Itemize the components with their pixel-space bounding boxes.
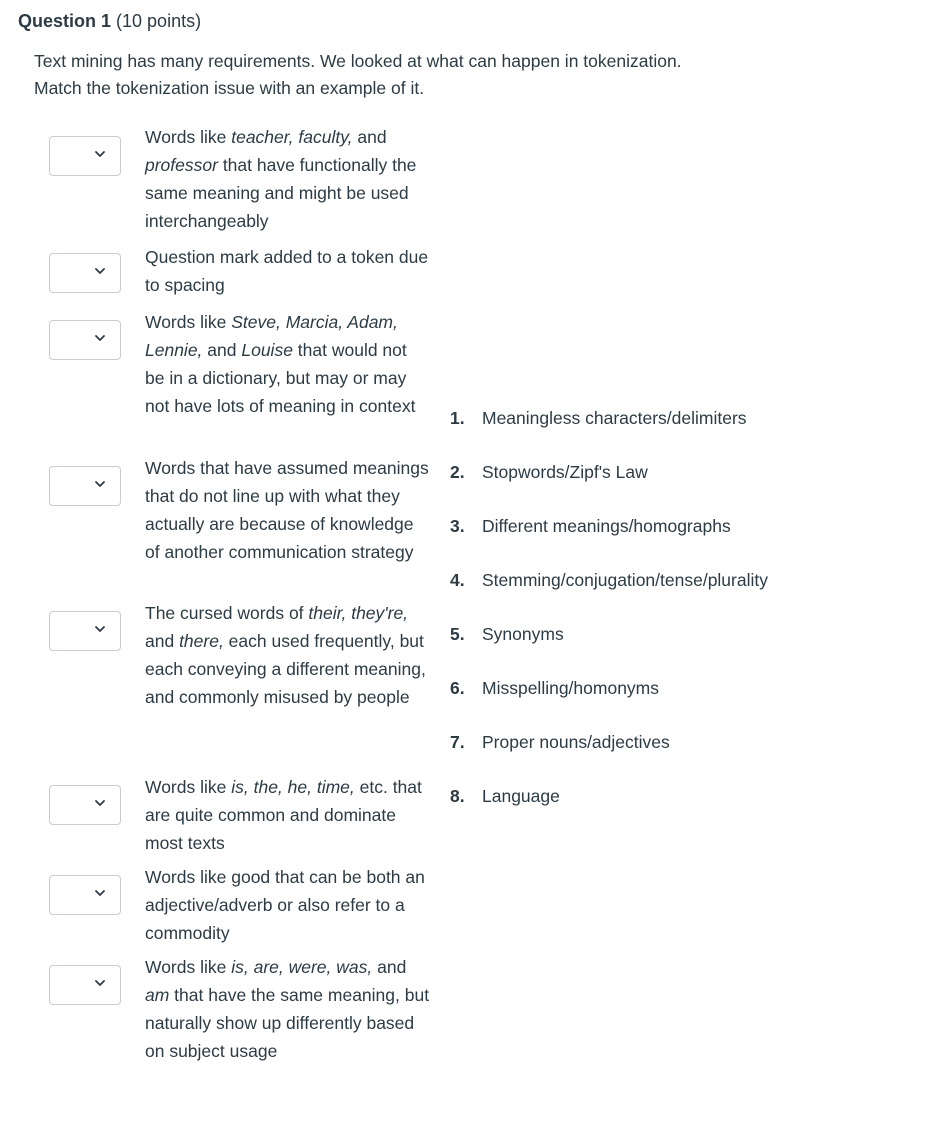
prompt-text: and [145, 631, 180, 651]
prompt-text: that have the same meaning, but naturally show up differently based on subject usage [145, 985, 430, 1061]
match-select-6[interactable] [49, 785, 121, 825]
chevron-down-icon [94, 478, 106, 490]
answer-item: 1. Meaningless characters/delimiters [450, 408, 747, 428]
answer-item: 3. Different meanings/homographs [450, 516, 731, 536]
match-prompt-2 [145, 243, 430, 299]
answer-item: 4. Stemming/conjugation/tense/plurality [450, 570, 768, 590]
chevron-down-icon [94, 797, 106, 809]
prompt-text: and [372, 957, 407, 977]
prompt-text: Words like [145, 127, 232, 147]
prompt-text: etc. that are quite common and dominate most texts [145, 777, 422, 853]
question-text-line: Text mining has many requirements. We looked at what can happen in tokenization. [34, 51, 682, 71]
question-title: Question 1 [18, 11, 112, 31]
chevron-down-icon [94, 148, 106, 160]
answer-item: 8. Language [450, 786, 560, 806]
prompt-italic-text: their, they're, [308, 603, 409, 623]
prompt-text: that have functionally the same meaning and might be used interchangeably [145, 155, 417, 231]
match-prompt-8 [145, 953, 430, 1065]
prompt-italic-text: there, [179, 631, 224, 651]
prompt-text: Words like [145, 777, 232, 797]
chevron-down-icon [94, 265, 106, 277]
prompt-italic-text: Louise [241, 340, 293, 360]
chevron-down-icon [94, 332, 106, 344]
chevron-down-icon [94, 623, 106, 635]
match-prompt-3 [145, 308, 430, 420]
prompt-italic-text: teacher, faculty, [231, 127, 353, 147]
prompt-text: Words like good that can be both an adjective/adverb or also refer to a commodity [145, 867, 425, 943]
question-text-line: Match the tokenization issue with an example of it. [34, 78, 425, 98]
prompt-italic-text: Steve, Marcia, Adam, Lennie, [145, 312, 398, 360]
match-select-1[interactable] [49, 136, 121, 176]
match-prompt-1 [145, 123, 430, 235]
match-select-4[interactable] [49, 466, 121, 506]
prompt-text: and [352, 127, 387, 147]
answer-item: 2. Stopwords/Zipf's Law [450, 462, 648, 482]
prompt-text: Words like [145, 957, 232, 977]
question-points: (10 points) [116, 11, 202, 31]
answer-item: 7. Proper nouns/adjectives [450, 732, 670, 752]
prompt-text: each used frequently, but each conveying a different meaning, and commonly misused by people [145, 631, 426, 707]
match-select-7[interactable] [49, 875, 121, 915]
prompt-italic-text: am [145, 985, 170, 1005]
match-prompt-7 [145, 863, 430, 947]
answer-item: 6. Misspelling/homonyms [450, 678, 660, 698]
match-select-5[interactable] [49, 611, 121, 651]
prompt-italic-text: is, are, were, was, [231, 957, 373, 977]
match-select-2[interactable] [49, 253, 121, 293]
chevron-down-icon [94, 887, 106, 899]
prompt-text: that would not be in a dictionary, but may or may not have lots of meaning in context [145, 340, 416, 416]
prompt-text: and [202, 340, 242, 360]
prompt-italic-text: is, the, he, time, [231, 777, 355, 797]
answer-list [450, 404, 920, 836]
prompt-text: Words like [145, 312, 232, 332]
match-prompt-5 [145, 599, 430, 711]
prompt-italic-text: professor [145, 155, 218, 175]
prompt-text: Words that have assumed meanings that do not line up with what they actually are because of knowledge of another communication strategy [145, 458, 429, 562]
match-prompt-4 [145, 454, 430, 566]
match-select-8[interactable] [49, 965, 121, 1005]
chevron-down-icon [94, 977, 106, 989]
question-text [34, 48, 794, 102]
match-prompt-6 [145, 773, 430, 857]
prompt-text: Question mark added to a token due to spacing [145, 247, 429, 295]
answer-item: 5. Synonyms [450, 624, 564, 644]
match-select-3[interactable] [49, 320, 121, 360]
question-header [18, 10, 201, 32]
prompt-text: The cursed words of [145, 603, 309, 623]
